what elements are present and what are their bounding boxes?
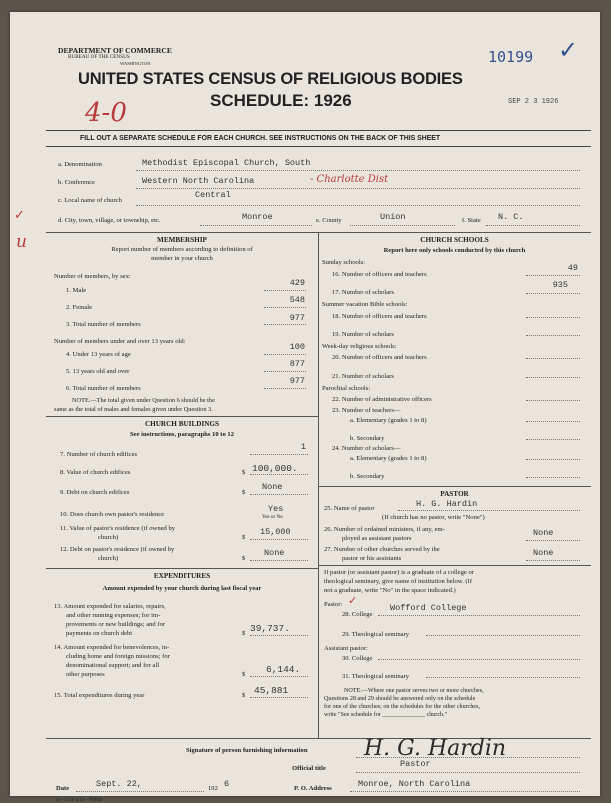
city-field-value: Monroe [242,212,273,222]
census-schedule-page [10,12,600,803]
edifice-debt-value: None [262,482,283,492]
margin-check-icon: ✓ [14,208,25,223]
year-digit: 6 [224,779,230,789]
q28-value: Wofford College [390,603,467,613]
q15-value: 45,881 [254,685,289,696]
state-label: f. State [462,217,481,224]
pastor-note-4: write "See schedule for ______________ church." [324,712,448,718]
q28-check-icon: ✓ [348,594,358,607]
dollar-sign: $ [242,671,246,678]
q27-line-2: pastor or his assistants [342,555,402,562]
q17-label: 17. Number of scholars [332,289,394,296]
q26-line-2: ployed as assistant pastors [342,535,412,542]
dollar-sign: $ [242,489,246,496]
denomination-value: Methodist Episcopal Church, South [142,158,311,168]
pastor-heading: PASTOR [440,490,469,498]
schools-heading: CHURCH SCHOOLS [420,236,489,244]
margin-mark: u [16,232,27,252]
membership-note-2: same as the total of males and females given under Question 3. [54,406,213,413]
schedule-title: SCHEDULE: 1926 [210,91,352,110]
instruction-banner: FILL OUT A SEPARATE SCHEDULE FOR EACH CHURCH. SEE INSTRUCTIONS ON THE BACK OF THIS SHEET [80,135,441,142]
q14-line-1: 14. Amount expended for benevolences, in- [54,644,170,651]
department-label: DEPARTMENT OF COMMERCE [58,46,172,55]
form-number: S—5518 a 11—9064b [56,797,103,803]
address-value: Monroe, North Carolina [358,779,471,789]
official-title-label: Official title [292,765,326,772]
q21-label: 21. Number of scholars [332,373,394,380]
membership-note-1: NOTE.—The total given under Question 6 should be the [72,397,215,404]
residence-debt-label-1: 12. Debt on pastor's residence (if owned by [60,546,175,553]
male-value: 429 [289,278,305,288]
conference-handwritten: - Charlotte Dist [310,174,389,185]
q14-value: 6,144. [266,664,301,675]
male-label: 1. Male [66,287,87,294]
total-by-age-value: 977 [289,376,305,386]
bureau-label: BUREAU OF THE CENSUS [68,54,130,60]
over-13-value: 877 [289,359,305,369]
check-mark-icon: ✓ [558,36,579,64]
q29-label: 29. Theological seminary [342,631,410,638]
q18-label: 18. Number of officers and teachers [332,313,427,320]
official-title-value: Pastor [400,759,431,769]
graduate-note-3: not a graduate, write "No" in the space indicated.) [324,587,456,594]
q13-value: 39,737. [250,623,290,634]
q25-value: H. G. Hardin [416,499,478,509]
pastor-sublabel: Pastor: [324,601,343,608]
signature: H. G. Hardin [364,736,507,761]
pastor-note-3: for one of the churches; on the schedules for the other churches, [324,704,481,710]
received-date-stamp: SEP 2 3 1926 [508,98,559,106]
female-value: 548 [289,295,305,305]
q14-line-3: denominational support; and for all [66,662,160,669]
parochial-label: Parochial schools: [322,385,371,392]
edifices-value: 1 [300,442,306,452]
expenditures-sub: Amount expended by your church during last fiscal year [102,585,262,592]
edifice-debt-label: 9. Debt on church edifices [60,489,130,496]
residence-value-value: 15,000 [260,527,291,537]
denomination-label: a. Denomination [58,161,102,168]
edifices-label: 7. Number of church edifices [60,451,138,458]
q26-line-1: 26. Number of ordained ministers, if any, em- [324,526,445,533]
q13-line-3: provements or new buildings; and for [66,621,166,628]
residence-debt-label-2: church) [98,555,119,562]
female-label: 2. Female [66,304,93,311]
conference-value: Western North Carolina [142,176,255,186]
q17-value: 935 [552,280,568,290]
q22-label: 22. Number of administrative officers [332,396,432,403]
q30-label: 30. College [342,655,373,662]
q19-label: 19. Number of scholars [332,331,394,338]
q26-value: None [533,528,554,538]
owns-residence-label: 10. Does church own pastor's residence [60,511,165,518]
expenditures-heading: EXPENDITURES [153,572,211,580]
membership-heading: MEMBERSHIP [157,236,207,244]
total-members-label: 3. Total number of members [66,321,141,328]
residence-debt-value: None [264,548,285,558]
conference-label: b. Conference [58,179,95,186]
by-sex-label: Number of members, by sex: [54,273,131,280]
dollar-sign: $ [242,630,246,637]
q27-value: None [533,548,554,558]
date-label: Date [56,785,70,792]
q24a-label: a. Elementary (grades 1 to 8) [350,455,427,462]
under-13-value: 100 [289,342,305,352]
stamp-number: 10199 [488,48,534,66]
signature-label: Signature of person furnishing information [186,747,308,754]
over-13-label: 5. 13 years old and over [66,368,130,375]
owns-residence-value: Yes [268,504,284,514]
q16-label: 16. Number of officers and teachers [332,271,427,278]
q13-line-2: and other running expenses; for im- [66,612,161,619]
q28-label: 28. College [342,611,373,618]
q13-line-1: 13. Amount expended for salaries, repairs, [54,603,166,610]
q13-line-4: payments on church debt [66,630,133,637]
local-name-label: c. Local name of church [58,197,122,204]
assistant-sublabel: Assistant pastor: [324,645,368,652]
graduate-note-1: If pastor (or assistant pastor) is a graduate of a college or [324,569,474,576]
q20-label: 20. Number of officers and teachers [332,354,427,361]
county-value: Union [380,212,406,222]
dollar-sign: $ [242,469,246,476]
age-heading: Number of members under and over 13 years old: [54,338,186,345]
year-prefix: 192 [208,785,218,792]
q15-label: 15. Total expenditures during year [54,692,145,699]
weekday-label: Week-day religious schools: [322,343,397,350]
summer-label: Summer vacation Bible schools: [322,301,408,308]
dollar-sign: $ [242,555,246,562]
q24-label: 24. Number of scholars— [332,445,401,452]
edifice-value-value: 100,000. [252,463,298,474]
pastor-note-2: Questions 28 and 29 should be answered only on the schedule [324,696,476,702]
sunday-label: Sunday schools: [322,259,366,266]
membership-sub2: member in your church [151,255,213,262]
dollar-sign: $ [242,692,246,699]
state-value: N. C. [498,212,524,222]
q16-value: 49 [567,263,578,273]
total-members-value: 977 [289,313,305,323]
q14-line-2: cluding home and foreign missions; for [66,653,170,660]
q23b-label: b. Secondary [350,435,385,442]
graduate-note-2: theological seminary, give name of institution below. (If [324,578,473,585]
q23a-label: a. Elementary (grades 1 to 8) [350,417,427,424]
schools-sub: Report here only schools conducted by this church [383,247,526,254]
buildings-sub: See instructions, paragraphs 10 to 12 [129,431,235,438]
buildings-heading: CHURCH BUILDINGS [144,420,220,428]
total-by-age-label: 6. Total number of members [66,385,141,392]
form-title: UNITED STATES CENSUS OF RELIGIOUS BODIES [78,70,463,88]
q25-note: (If church has no pastor, write "None") [382,514,485,521]
under-13-label: 4. Under 13 years of age [66,351,131,358]
county-label: e. County [316,217,342,224]
q14-line-4: other purposes [66,671,105,678]
q25-label: 25. Name of pastor [324,505,375,512]
dollar-sign: $ [242,534,246,541]
date-value: Sept. 22, [96,779,142,789]
q23-label: 23. Number of teachers— [332,407,401,414]
handwritten-code: 4-0 [85,98,127,128]
q31-label: 31. Theological seminary [342,673,410,680]
address-label: P. O. Address [294,785,332,792]
edifice-value-label: 8. Value of church edifices [60,469,131,476]
residence-value-label-1: 11. Value of pastor's residence (if owned by [60,525,176,532]
yes-no-hint: Yes or No [262,514,283,520]
pastor-note-1: NOTE.—Where one pastor serves two or more churches, [344,688,484,694]
q24b-label: b. Secondary [350,473,385,480]
q27-line-1: 27. Number of other churches served by the [324,546,440,553]
city-field-label: d. City, town, village, or township, etc. [58,217,161,224]
local-name-value: Central [195,190,231,200]
residence-value-label-2: church) [98,534,119,541]
city-label: WASHINGTON [120,61,151,66]
membership-sub1: Report number of members according to definition of [111,246,253,253]
